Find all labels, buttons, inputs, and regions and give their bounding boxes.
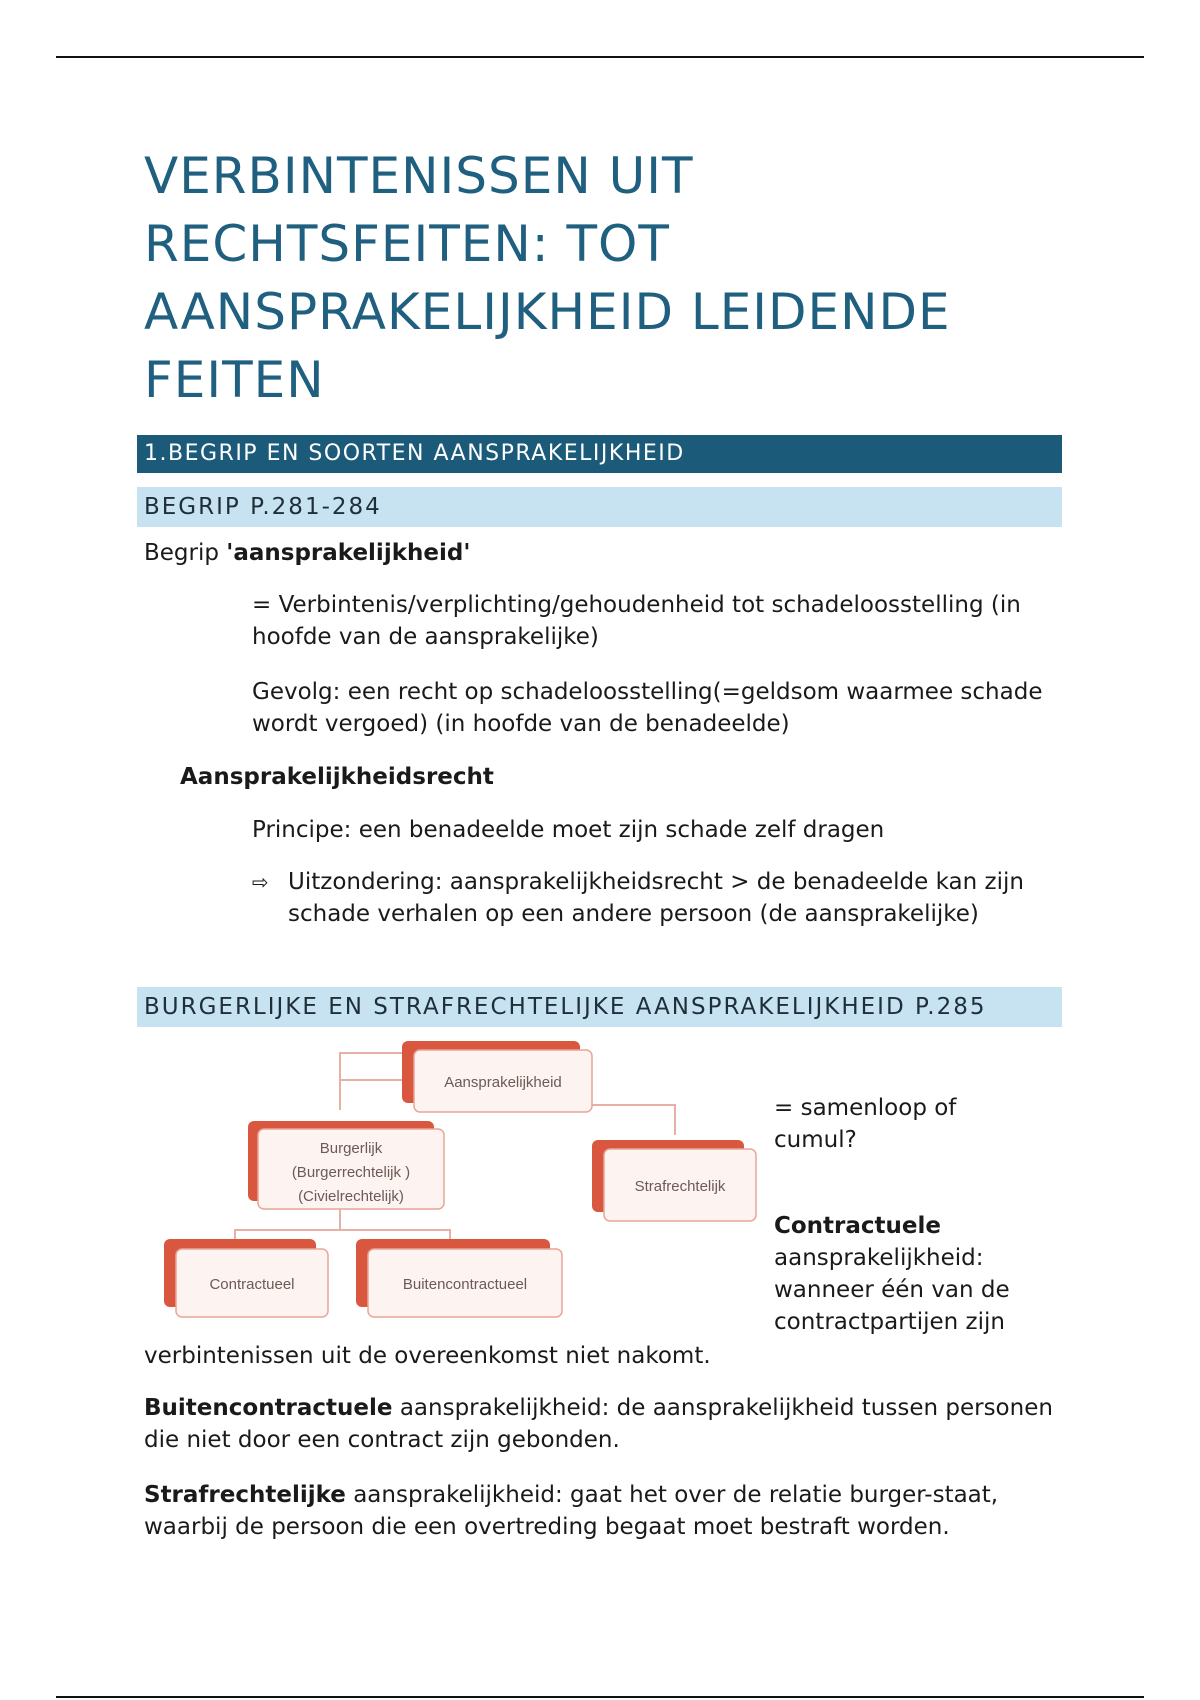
node-label-root: Aansprakelijkheid <box>444 1074 562 1091</box>
node-strafrechtelijk <box>592 1140 756 1221</box>
subsection-heading-burgerlijk: BURGERLIJKE EN STRAFRECHTELIJKE AANSPRAKELIJKHEID P.285 <box>137 987 1062 1027</box>
strafrechtelijke-term: Strafrechtelijke <box>144 1482 346 1508</box>
samenloop-note: = samenloop of cumul? <box>774 1095 957 1153</box>
title-line: VERBINTENISSEN UIT <box>144 147 694 205</box>
begrip-term: 'aansprakelijkheid' <box>226 540 471 566</box>
title-line: FEITEN <box>144 351 325 409</box>
section-heading: 1.BEGRIP EN SOORTEN AANSPRAKELIJKHEID <box>137 435 1062 473</box>
strafrechtelijke-text: aansprakelijkheid: gaat het over de relatie burger-staat, waarbij de persoon die een overtreding begaat moet bestraft worden. <box>144 1482 999 1540</box>
hierarchy-diagram <box>160 1035 760 1325</box>
begrip-paragraph <box>144 537 470 569</box>
buitencontractuele-term: Buitencontractuele <box>144 1395 393 1421</box>
title-line: AANSPRAKELIJKHEID LEIDENDE <box>144 283 951 341</box>
recht-heading: Aansprakelijkheidsrecht <box>180 764 494 790</box>
node-label-burgerlijk-3: (Civielrechtelijk) <box>298 1188 404 1205</box>
definition-paragraph: = Verbintenis/verplichting/gehoudenheid tot schadeloosstelling (in hoofde van de aansprakelijke) <box>252 592 1021 650</box>
uitzondering-text: Uitzondering: aansprakelijkheidsrecht > de benadeelde kan zijn schade verhalen op een andere persoon (de aansprakelijke) <box>288 869 1024 927</box>
bottom-rule <box>56 1696 1144 1698</box>
top-rule <box>56 56 1144 58</box>
node-label-burgerlijk-1: Burgerlijk <box>319 1140 383 1157</box>
principe-paragraph: Principe: een benadeelde moet zijn schade zelf dragen <box>252 817 885 843</box>
node-buitencontractueel <box>356 1239 562 1317</box>
contractuele-paragraph <box>774 1210 1044 1338</box>
contractuele-paragraph-continued: verbintenissen uit de overeenkomst niet nakomt. <box>144 1343 711 1369</box>
buitencontractuele-text: aansprakelijkheid: de aansprakelijkheid tussen personen die niet door een contract zijn gebonden. <box>144 1395 1053 1453</box>
buitencontractuele-paragraph <box>144 1392 1054 1456</box>
gevolg-paragraph: Gevolg: een recht op schadeloosstelling(=geldsom waarmee schade wordt vergoed) (in hoofde van de benadeelde) <box>252 679 1043 737</box>
contractuele-text: aansprakelijkheid: wanneer één van de contractpartijen zijn <box>774 1245 1010 1335</box>
node-label-buitencontractueel: Buitencontractueel <box>402 1276 528 1293</box>
begrip-prefix: Begrip <box>144 540 227 566</box>
node-aansprakelijkheid <box>402 1041 592 1112</box>
subsection-heading-begrip: BEGRIP P.281-284 <box>137 487 1062 527</box>
arrow-bullet-icon: ⇨ <box>252 870 269 894</box>
page-title <box>144 142 1044 414</box>
strafrechtelijke-paragraph <box>144 1479 1064 1543</box>
contractuele-term: Contractuele <box>774 1213 941 1239</box>
node-label-contractueel: Contractueel <box>209 1276 295 1293</box>
node-label-strafrechtelijk: Strafrechtelijk <box>634 1178 726 1195</box>
node-label-burgerlijk-2: (Burgerrechtelijk ) <box>291 1164 411 1181</box>
connector-root-burgerlijk <box>340 1053 410 1110</box>
uitzondering-item <box>252 866 1042 930</box>
node-contractueel <box>164 1239 328 1317</box>
node-burgerlijk <box>248 1121 444 1209</box>
title-line: RECHTSFEITEN: TOT <box>144 215 670 273</box>
